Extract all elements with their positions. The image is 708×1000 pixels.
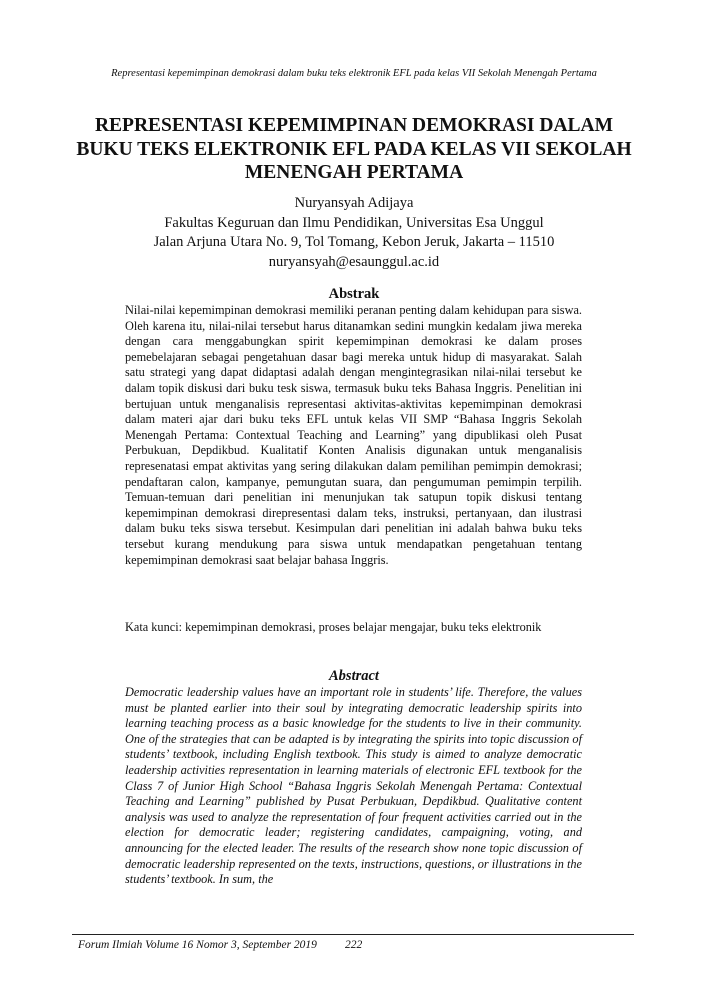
abstrak-body: Nilai-nilai kepemimpinan demokrasi memiliki peranan penting dalam kehidupan para siswa. Oleh karena itu, nilai-nilai tersebut harus ditanamkan sedini mungkin kedalam jiwa mereka dengan cara menggabungkan spirit kepemimpinan demokrasi ke dalam proses pemebelajaran sebagai pengetahuan dasar bagi mereka untuk hidup di masyarakat. Salah satu strategi yang dapat didaptasi adalah dengan mengintegrasikan nilai-nilai tersebut ke dalam topik diskusi dari buku tesk siswa, termasuk buku teks Bahasa Inggris. Penelitian ini bertujuan untuk menganalisis representasi aktivitas-aktivitas kepemimpinan demokrasi dalam materi ajar dari buku teks EFL untuk kelas VII SMP “Bahasa Inggris Sekolah Menengah Pertama: Contextual Teaching and Learning” yang dipublikasi oleh Pusat Perbukuan, Depdikbud. Kualitatif Konten Analisis digunakan untuk menganalisis represenatasi empat aktivitas yang sering dilakukan dalam pemilihan pemimpin demokrasi; pendaftaran calon, kampanye, pemungutan suara, dan pengumuman pemimpin terpilih. Temuan-temuan dari penelitian ini menunjukan tak satupun topik diskusi tentang kepemimpinan demokrasi direpresentasi dalam teks, instruksi, pertanyaan, dan ilustrasi dalam buku teks siswa tersebut. Kesimpulan dari penelitian ini adalah bahwa buku teks tersebut kurang mendukung para siswa untuk mendapatkan pengetahuan tentang kepemimpinan demokrasi saat belajar bahasa Inggris. bbox=[125, 303, 582, 567]
running-header: Representasi kepemimpinan demokrasi dalam buku teks elektronik EFL pada kelas VII Sekolah Menengah Pertama bbox=[111, 68, 597, 79]
abstrak-heading: Abstrak bbox=[328, 286, 380, 302]
abstract-body: Democratic leadership values have an important role in students’ life. Therefore, the values must be planted earlier into their soul by integrating democratic leadership spirits into learning teaching process as a basic knowledge for the students to live in their community. One of the strategies that can be adapted is by integrating the spirits into topic discussion of students’ textbook, including English textbook. This study is aimed to analyze democratic leadership activities representation in learning materials of electronic EFL textbook for the Class 7 of Junior High School “Bahasa Inggris Sekolah Menengah Pertama: Contextual Teaching and Learning” published by Pusat Perbukuan, Depdikbud. Qualitative content analysis was used to analyze the representation of four frequent activities carried out in the election for democratic leader; registering candidates, campaigning, voting, and announcing for the elected leader. The results of the research show none topic discussion of democratic leadership represented on the texts, instructions, questions, or illustrations in the students’ textbook. In sum, the bbox=[125, 685, 582, 887]
page-number: 222 bbox=[344, 939, 363, 951]
author-block bbox=[80, 194, 628, 272]
abstract-heading: Abstract bbox=[329, 668, 379, 684]
author-email: nuryansyah@esaunggul.ac.id bbox=[268, 253, 440, 270]
author-affiliation: Fakultas Keguruan dan Ilmu Pendidikan, Universitas Esa Unggul bbox=[164, 214, 544, 231]
paper-title: REPRESENTASI KEPEMIMPINAN DEMOKRASI DALAM BUKU TEKS ELEKTRONIK EFL PADA KELAS VII SEKOLAH MENENGAH PERTAMA bbox=[76, 115, 632, 183]
page-footer bbox=[78, 939, 362, 951]
author-address: Jalan Arjuna Utara No. 9, Tol Tomang, Kebon Jeruk, Jakarta – 11510 bbox=[153, 234, 555, 250]
footer-journal: Forum Ilmiah Volume 16 Nomor 3, September 2019 bbox=[78, 939, 317, 951]
keywords: Kata kunci: kepemimpinan demokrasi, proses belajar mengajar, buku teks elektronik bbox=[125, 620, 542, 634]
footer-rule bbox=[72, 934, 634, 935]
author-name: Nuryansyah Adijaya bbox=[294, 195, 414, 211]
